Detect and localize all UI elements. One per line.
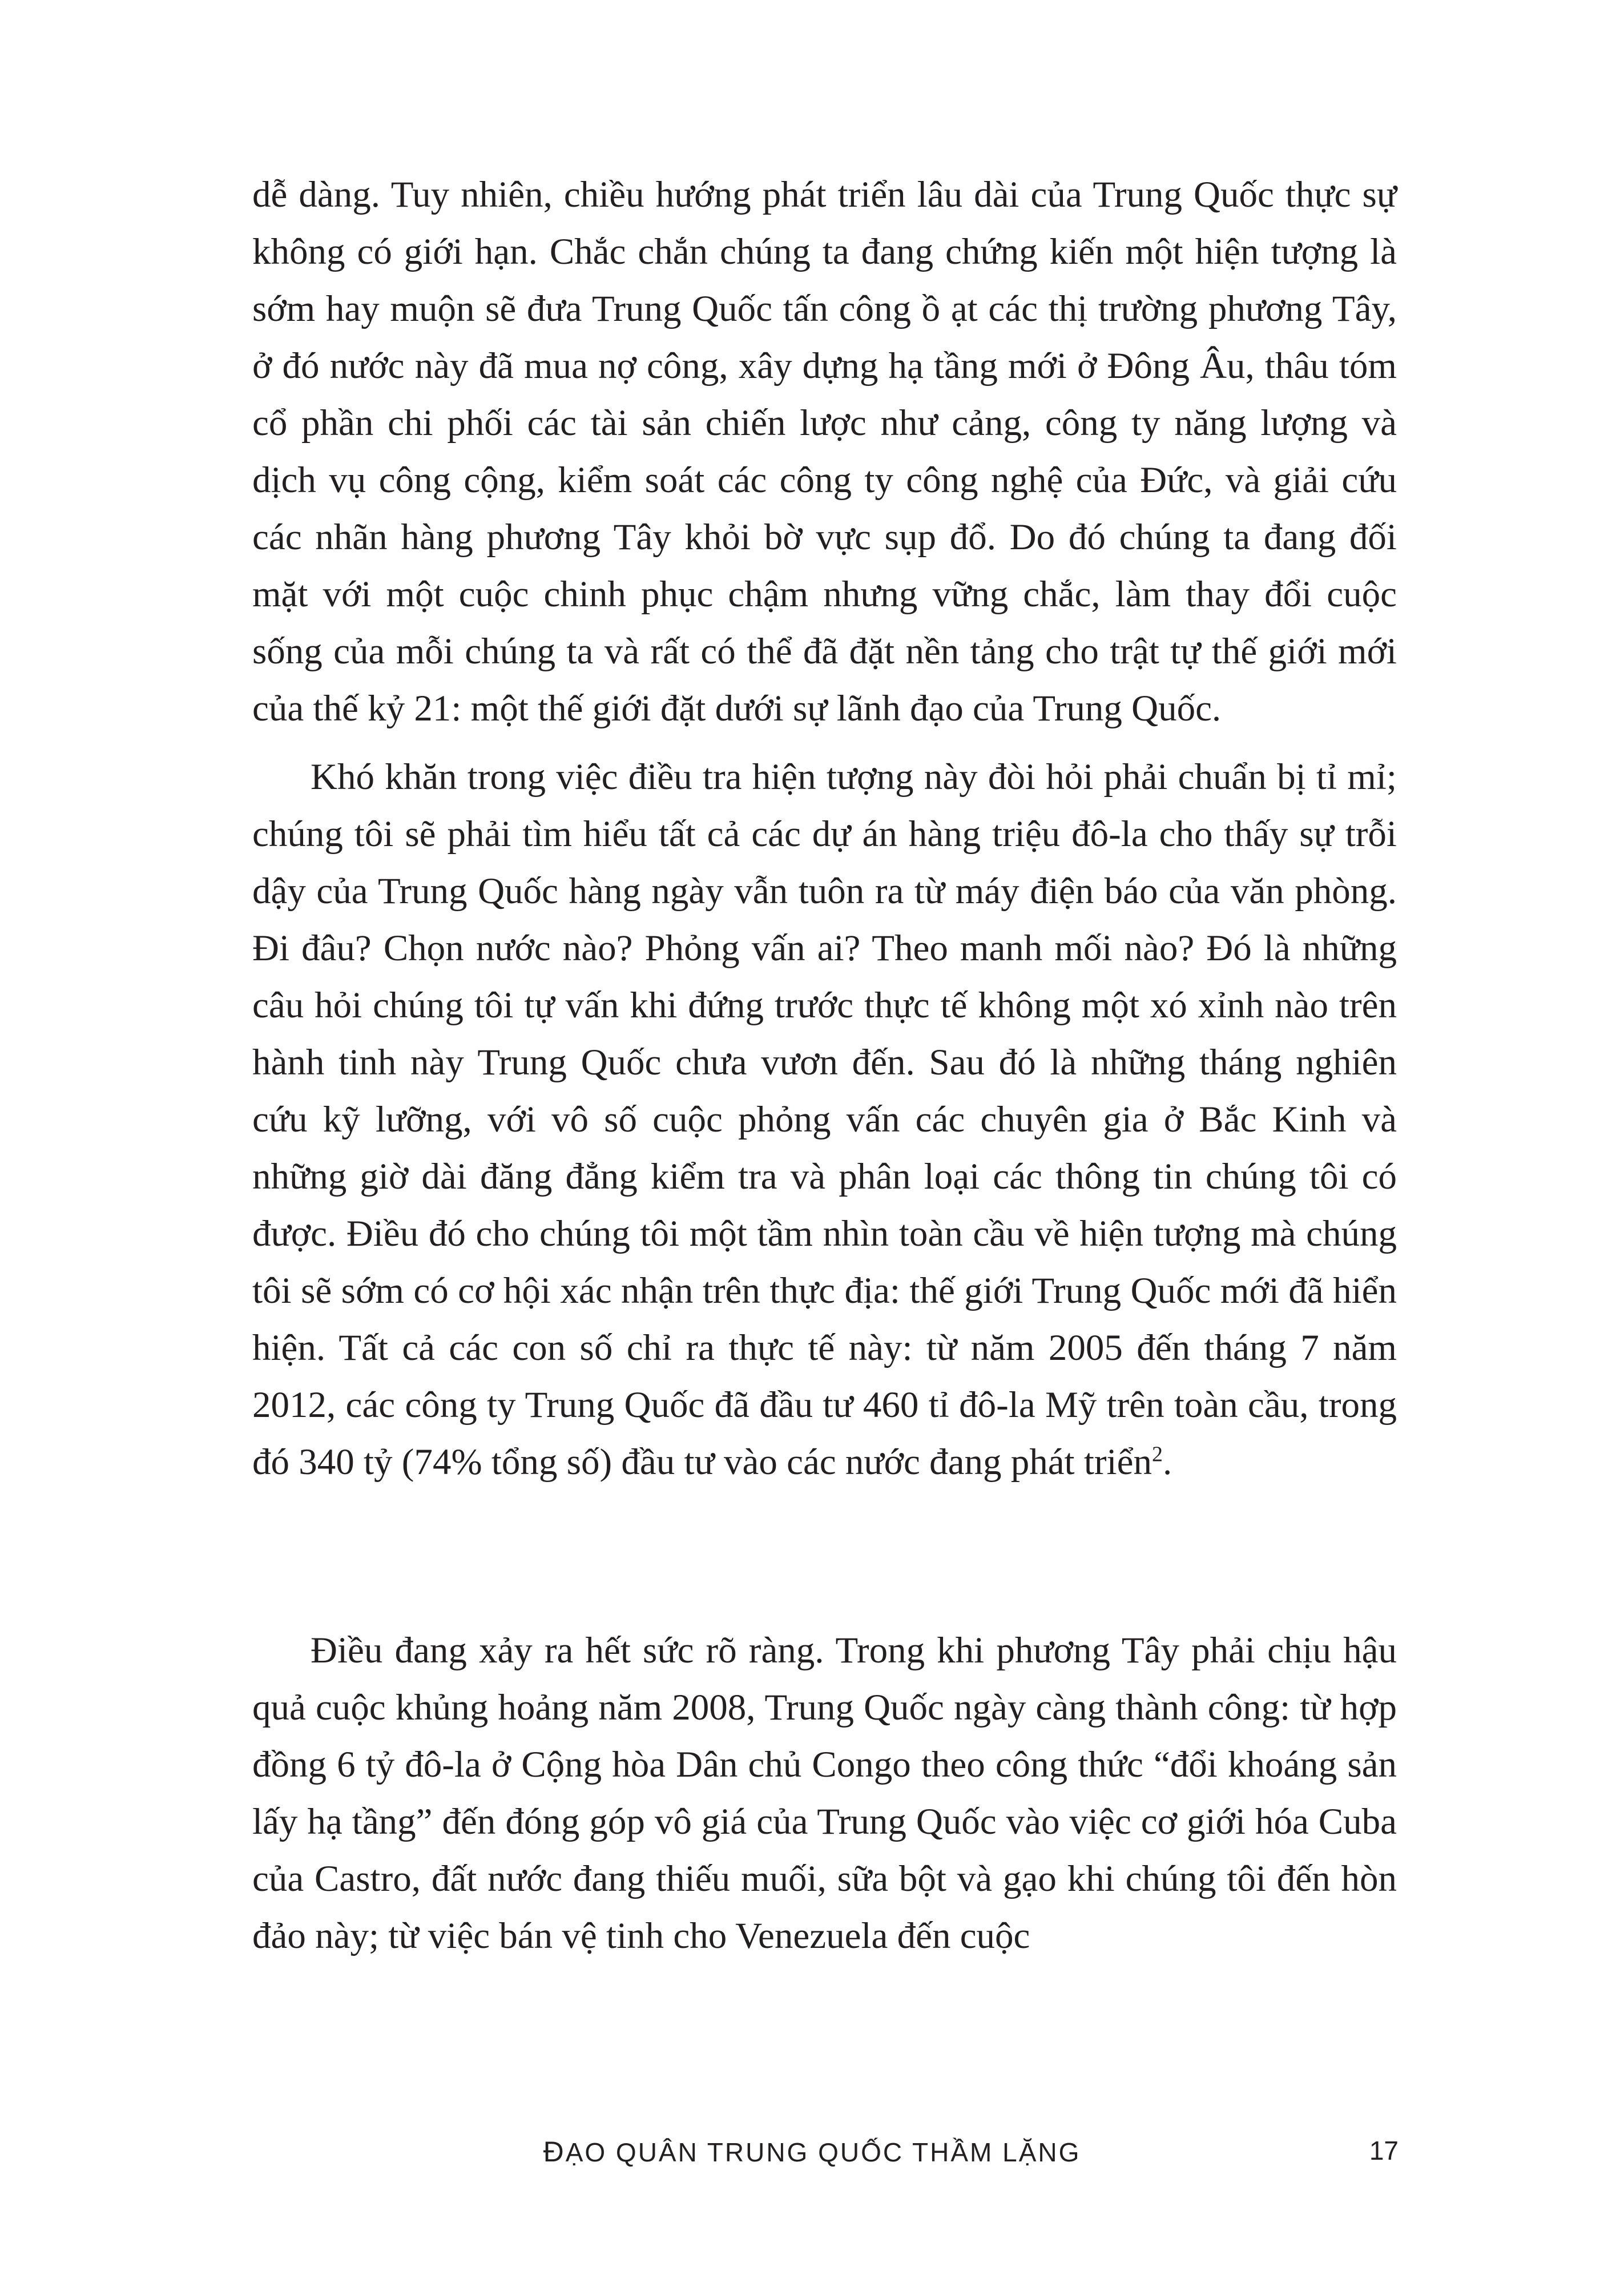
paragraph-1-text: dễ dàng. Tuy nhiên, chiều hướng phát triển lâu dài của Trung Quốc thực sự không có giới hạn. Chắc chắn chúng ta đang chứng kiến một hiện tượng là sớm hay muộn sẽ đưa Trung Quốc tấn công ồ ạt các thị trường phương Tây, ở đó nước này đã mua nợ công, xây dựng hạ tầng mới ở Đông Âu, thâu tóm cổ phần chi phối các tài sản chiến lược như cảng, công ty năng lượng và dịch vụ công cộng, kiểm soát các công ty công nghệ của Đức, và giải cứu các nhãn hàng phương Tây khỏi bờ vực sụp đổ. Do đó chúng ta đang đối mặt với một cuộc chinh phục chậm nhưng vững chắc, làm thay đổi cuộc sống của mỗi chúng ta và rất có thể đã đặt nền tảng cho trật tự thế giới mới của thế kỷ 21: một thế giới đặt dưới sự lãnh đạo của Trung Quốc. bbox=[252, 174, 1397, 729]
paragraph-2-text: Khó khăn trong việc điều tra hiện tượng này đòi hỏi phải chuẩn bị tỉ mỉ; chúng tôi sẽ phải tìm hiểu tất cả các dự án hàng triệu đô-la cho thấy sự trỗi dậy của Trung Quốc hàng ngày vẫn tuôn ra từ máy điện báo của văn phòng. Đi đâu? Chọn nước nào? Phỏng vấn ai? Theo manh mối nào? Đó là những câu hỏi chúng tôi tự vấn khi đứng trước thực tế không một xó xỉnh nào trên hành tinh này Trung Quốc chưa vươn đến. Sau đó là những tháng nghiên cứu kỹ lưỡng, với vô số cuộc phỏng vấn các chuyên gia ở Bắc Kinh và những giờ dài đăng đẳng kiểm tra và phân loại các thông tin chúng tôi có được. Điều đó cho chúng tôi một tầm nhìn toàn cầu về hiện tượng mà chúng tôi sẽ sớm có cơ hội xác nhận trên thực địa: thế giới Trung Quốc mới đã hiển hiện. Tất cả các con số chỉ ra thực tế này: từ năm 2005 đến tháng 7 năm 2012, các công ty Trung Quốc đã đầu tư 460 tỉ đô-la Mỹ trên toàn cầu, trong đó 340 tỷ (74% tổng số) đầu tư vào các nước đang phát triển bbox=[252, 756, 1397, 1483]
paragraph-3 bbox=[252, 1622, 1397, 1964]
paragraph-3-text: Điều đang xảy ra hết sức rõ ràng. Trong khi phương Tây phải chịu hậu quả cuộc khủng hoảng năm 2008, Trung Quốc ngày càng thành công: từ hợp đồng 6 tỷ đô-la ở Cộng hòa Dân chủ Congo theo công thức “đổi khoáng sản lấy hạ tầng” đến đóng góp vô giá của Trung Quốc vào việc cơ giới hóa Cuba của Castro, đất nước đang thiếu muối, sữa bột và gạo khi chúng tôi đến hòn đảo này; từ việc bán vệ tinh cho Venezuela đến cuộc bbox=[252, 1630, 1397, 1956]
paragraph-1 bbox=[252, 166, 1397, 737]
footnote-reference: 2 bbox=[1151, 1442, 1163, 1467]
footer-title-rest: ẠO QUÂN TRUNG QUỐC THẦM LẶNG bbox=[565, 2137, 1081, 2167]
footer-title-initial: Đ bbox=[543, 2136, 566, 2168]
paragraph-2 bbox=[252, 748, 1397, 1491]
page-number: 17 bbox=[1369, 2136, 1399, 2165]
paragraph-2-tail: . bbox=[1162, 1442, 1172, 1483]
body-text bbox=[252, 166, 1397, 1964]
